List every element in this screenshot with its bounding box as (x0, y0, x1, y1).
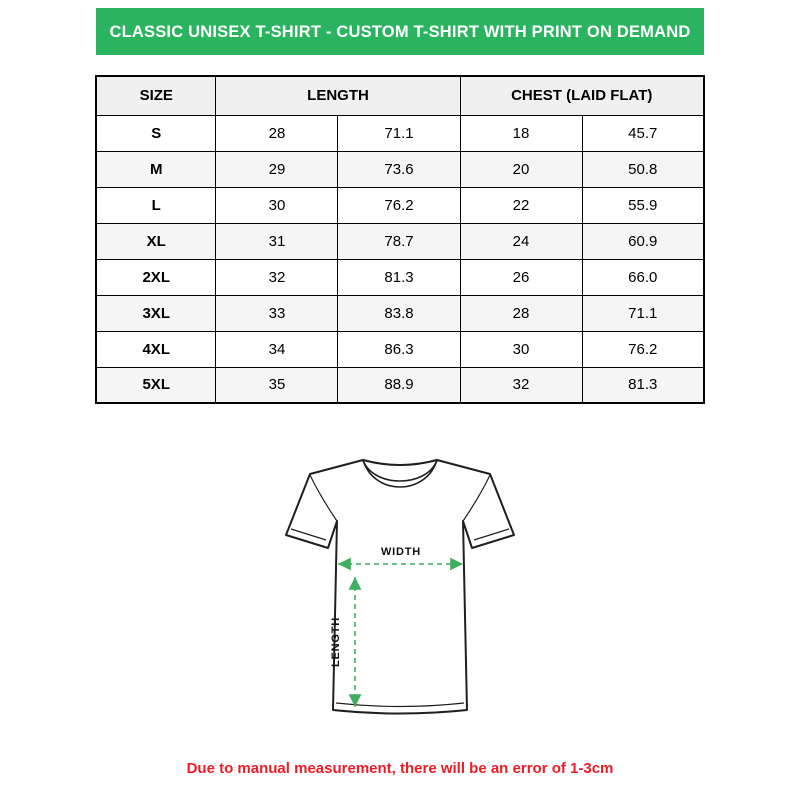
cell-length-in: 35 (216, 367, 338, 403)
size-table-body (96, 115, 704, 403)
cell-size: XL (96, 223, 216, 259)
cell-length-cm: 88.9 (338, 367, 460, 403)
cell-chest-in: 32 (460, 367, 582, 403)
cell-chest-in: 24 (460, 223, 582, 259)
cell-length-cm: 71.1 (338, 115, 460, 151)
cell-length-in: 32 (216, 259, 338, 295)
measurement-note: Due to manual measurement, there will be an error of 1-3cm (186, 760, 614, 777)
tshirt-outline (286, 460, 514, 714)
table-row (96, 295, 704, 331)
cell-chest-in: 26 (460, 259, 582, 295)
cell-size: S (96, 115, 216, 151)
cell-length-cm: 78.7 (338, 223, 460, 259)
table-row (96, 151, 704, 187)
cell-length-in: 31 (216, 223, 338, 259)
cell-size: 5XL (96, 367, 216, 403)
cell-chest-cm: 81.3 (582, 367, 704, 403)
cell-size: M (96, 151, 216, 187)
cell-length-in: 34 (216, 331, 338, 367)
table-row (96, 331, 704, 367)
cell-chest-cm: 76.2 (582, 331, 704, 367)
cell-length-cm: 86.3 (338, 331, 460, 367)
width-label: WIDTH (380, 546, 422, 558)
cell-chest-cm: 60.9 (582, 223, 704, 259)
cell-length-cm: 81.3 (338, 259, 460, 295)
table-row (96, 367, 704, 403)
cell-chest-cm: 55.9 (582, 187, 704, 223)
cell-size: 4XL (96, 331, 216, 367)
table-row (96, 223, 704, 259)
cell-chest-cm: 71.1 (582, 295, 704, 331)
tshirt-measurement-diagram (250, 444, 550, 744)
table-row (96, 115, 704, 151)
size-table-header (96, 76, 704, 115)
cell-length-cm: 83.8 (338, 295, 460, 331)
cell-size: L (96, 187, 216, 223)
cell-length-in: 28 (216, 115, 338, 151)
cell-length-in: 29 (216, 151, 338, 187)
cell-chest-in: 28 (460, 295, 582, 331)
cell-size: 3XL (96, 295, 216, 331)
cell-chest-in: 30 (460, 331, 582, 367)
cell-chest-in: 22 (460, 187, 582, 223)
header-chest: CHEST (LAID FLAT) (460, 76, 704, 115)
cell-length-in: 33 (216, 295, 338, 331)
table-row (96, 187, 704, 223)
cell-chest-in: 20 (460, 151, 582, 187)
cell-chest-cm: 50.8 (582, 151, 704, 187)
cell-size: 2XL (96, 259, 216, 295)
cell-chest-cm: 45.7 (582, 115, 704, 151)
size-table (95, 75, 705, 404)
cell-chest-in: 18 (460, 115, 582, 151)
page-title: CLASSIC UNISEX T-SHIRT - CUSTOM T-SHIRT WITH PRINT ON DEMAND (96, 8, 704, 55)
cell-length-in: 30 (216, 187, 338, 223)
header-size: SIZE (96, 76, 216, 115)
cell-length-cm: 76.2 (338, 187, 460, 223)
header-length: LENGTH (216, 76, 460, 115)
length-label: LENGTH (330, 616, 342, 668)
cell-chest-cm: 66.0 (582, 259, 704, 295)
table-header-row (96, 76, 704, 115)
tshirt-diagram-svg (250, 444, 550, 744)
cell-length-cm: 73.6 (338, 151, 460, 187)
table-row (96, 259, 704, 295)
